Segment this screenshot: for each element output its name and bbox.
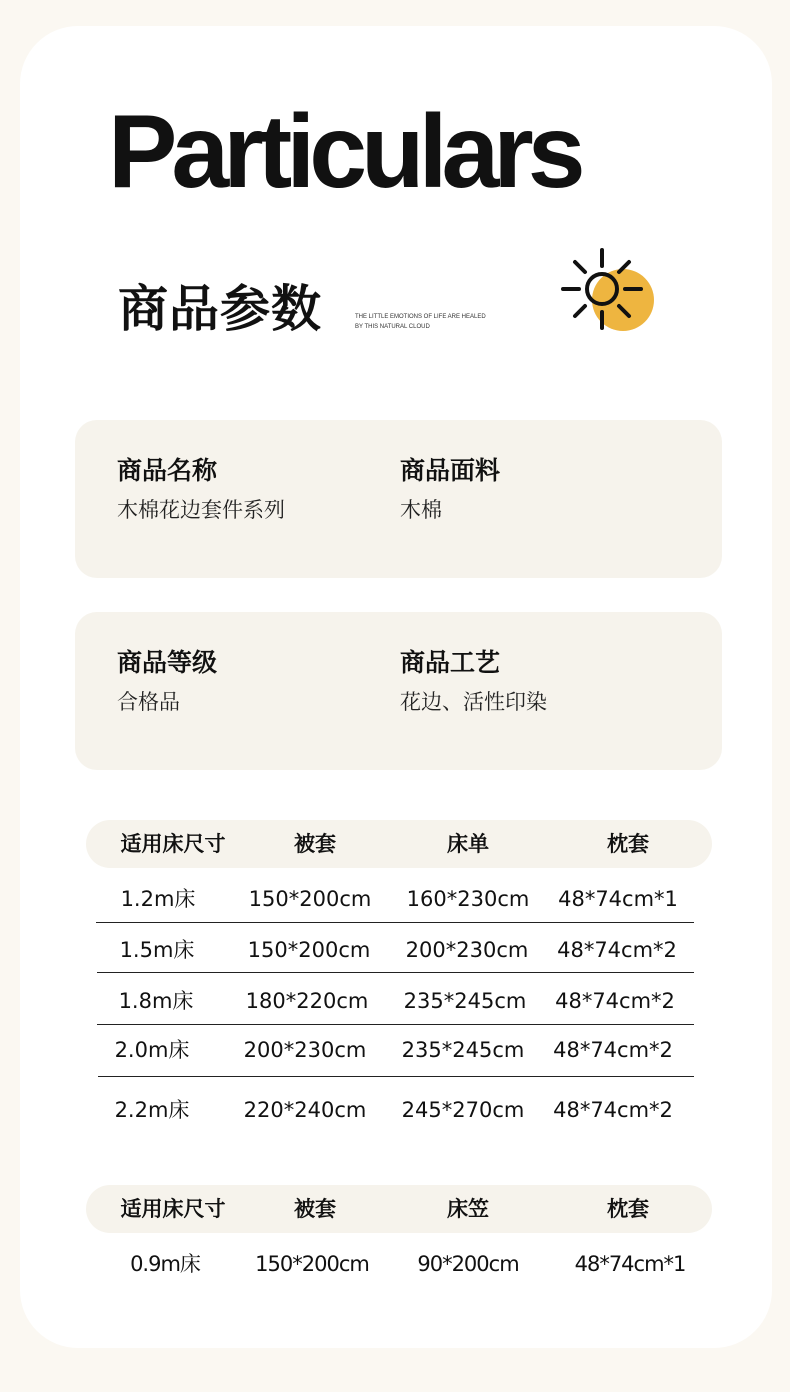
cell-pillowcase: 48*74cm*2 (557, 938, 677, 962)
header-pillowcase: 枕套 (607, 1197, 649, 1221)
cell-bed-sheet: 245*270cm (401, 1098, 525, 1122)
header-bed-size: 适用床尺寸 (120, 832, 226, 856)
cell-bed-size: 2.2m床 (114, 1098, 190, 1122)
cell-bed-size: 1.2m床 (120, 887, 196, 911)
cell-bed-sheet: 160*230cm (406, 887, 530, 911)
info-panel-name-fabric (75, 420, 722, 578)
cell-fitted-sheet: 90*200cm (417, 1252, 519, 1276)
info-label: 商品工艺 (400, 648, 501, 677)
info-product-grade (117, 648, 217, 715)
cell-bed-size: 1.5m床 (119, 938, 195, 962)
info-label: 商品等级 (117, 648, 218, 677)
header-bed-sheet: 床单 (447, 832, 489, 856)
header-pillowcase: 枕套 (607, 832, 649, 856)
info-value: 合格品 (117, 690, 180, 714)
cell-pillowcase: 48*74cm*1 (574, 1252, 686, 1276)
tagline-line-2: BY THIS NATURAL CLOUD (355, 324, 430, 330)
cell-pillowcase: 48*74cm*2 (553, 1038, 673, 1062)
header-bed-size: 适用床尺寸 (120, 1197, 226, 1221)
info-product-name (117, 456, 285, 523)
header-duvet-cover: 被套 (294, 1197, 336, 1221)
header-duvet-cover: 被套 (294, 832, 336, 856)
cell-pillowcase: 48*74cm*2 (553, 1098, 673, 1122)
row-divider (96, 922, 694, 923)
table-row (0, 879, 790, 919)
page-title-en: Particulars (108, 94, 580, 210)
cell-bed-size: 2.0m床 (114, 1038, 190, 1062)
info-panel-grade-craft (75, 612, 722, 770)
table-row (0, 930, 790, 970)
table-row (0, 1244, 790, 1284)
info-value: 木棉 (400, 498, 442, 522)
row-divider (97, 1024, 694, 1025)
table-row (0, 981, 790, 1021)
table-row (0, 1090, 790, 1130)
info-label: 商品面料 (400, 456, 501, 485)
cell-duvet-cover: 150*200cm (248, 887, 372, 911)
tagline (355, 312, 486, 332)
table-row (0, 1030, 790, 1070)
cell-pillowcase: 48*74cm*1 (558, 887, 678, 911)
sun-icon (558, 244, 658, 340)
info-product-craft (400, 648, 547, 715)
cell-bed-sheet: 200*230cm (405, 938, 529, 962)
cell-bed-sheet: 235*245cm (403, 989, 527, 1013)
info-product-fabric (400, 456, 500, 523)
cell-bed-sheet: 235*245cm (401, 1038, 525, 1062)
cell-duvet-cover: 200*230cm (243, 1038, 367, 1062)
tagline-line-1: THE LITTLE EMOTIONS OF LIFE ARE HEALED (355, 314, 486, 320)
cell-duvet-cover: 220*240cm (243, 1098, 367, 1122)
header-fitted-sheet: 床笠 (447, 1197, 489, 1221)
cell-duvet-cover: 150*200cm (247, 938, 371, 962)
cell-bed-size: 0.9m床 (130, 1252, 200, 1276)
row-divider (97, 972, 694, 973)
info-value: 花边、活性印染 (400, 690, 547, 714)
info-value: 木棉花边套件系列 (117, 498, 285, 522)
row-divider (98, 1076, 694, 1077)
cell-bed-size: 1.8m床 (118, 989, 194, 1013)
cell-duvet-cover: 150*200cm (255, 1252, 369, 1276)
cell-duvet-cover: 180*220cm (245, 989, 369, 1013)
info-label: 商品名称 (117, 456, 218, 485)
cell-pillowcase: 48*74cm*2 (555, 989, 675, 1013)
page-title-cn: 商品参数 (118, 280, 322, 338)
